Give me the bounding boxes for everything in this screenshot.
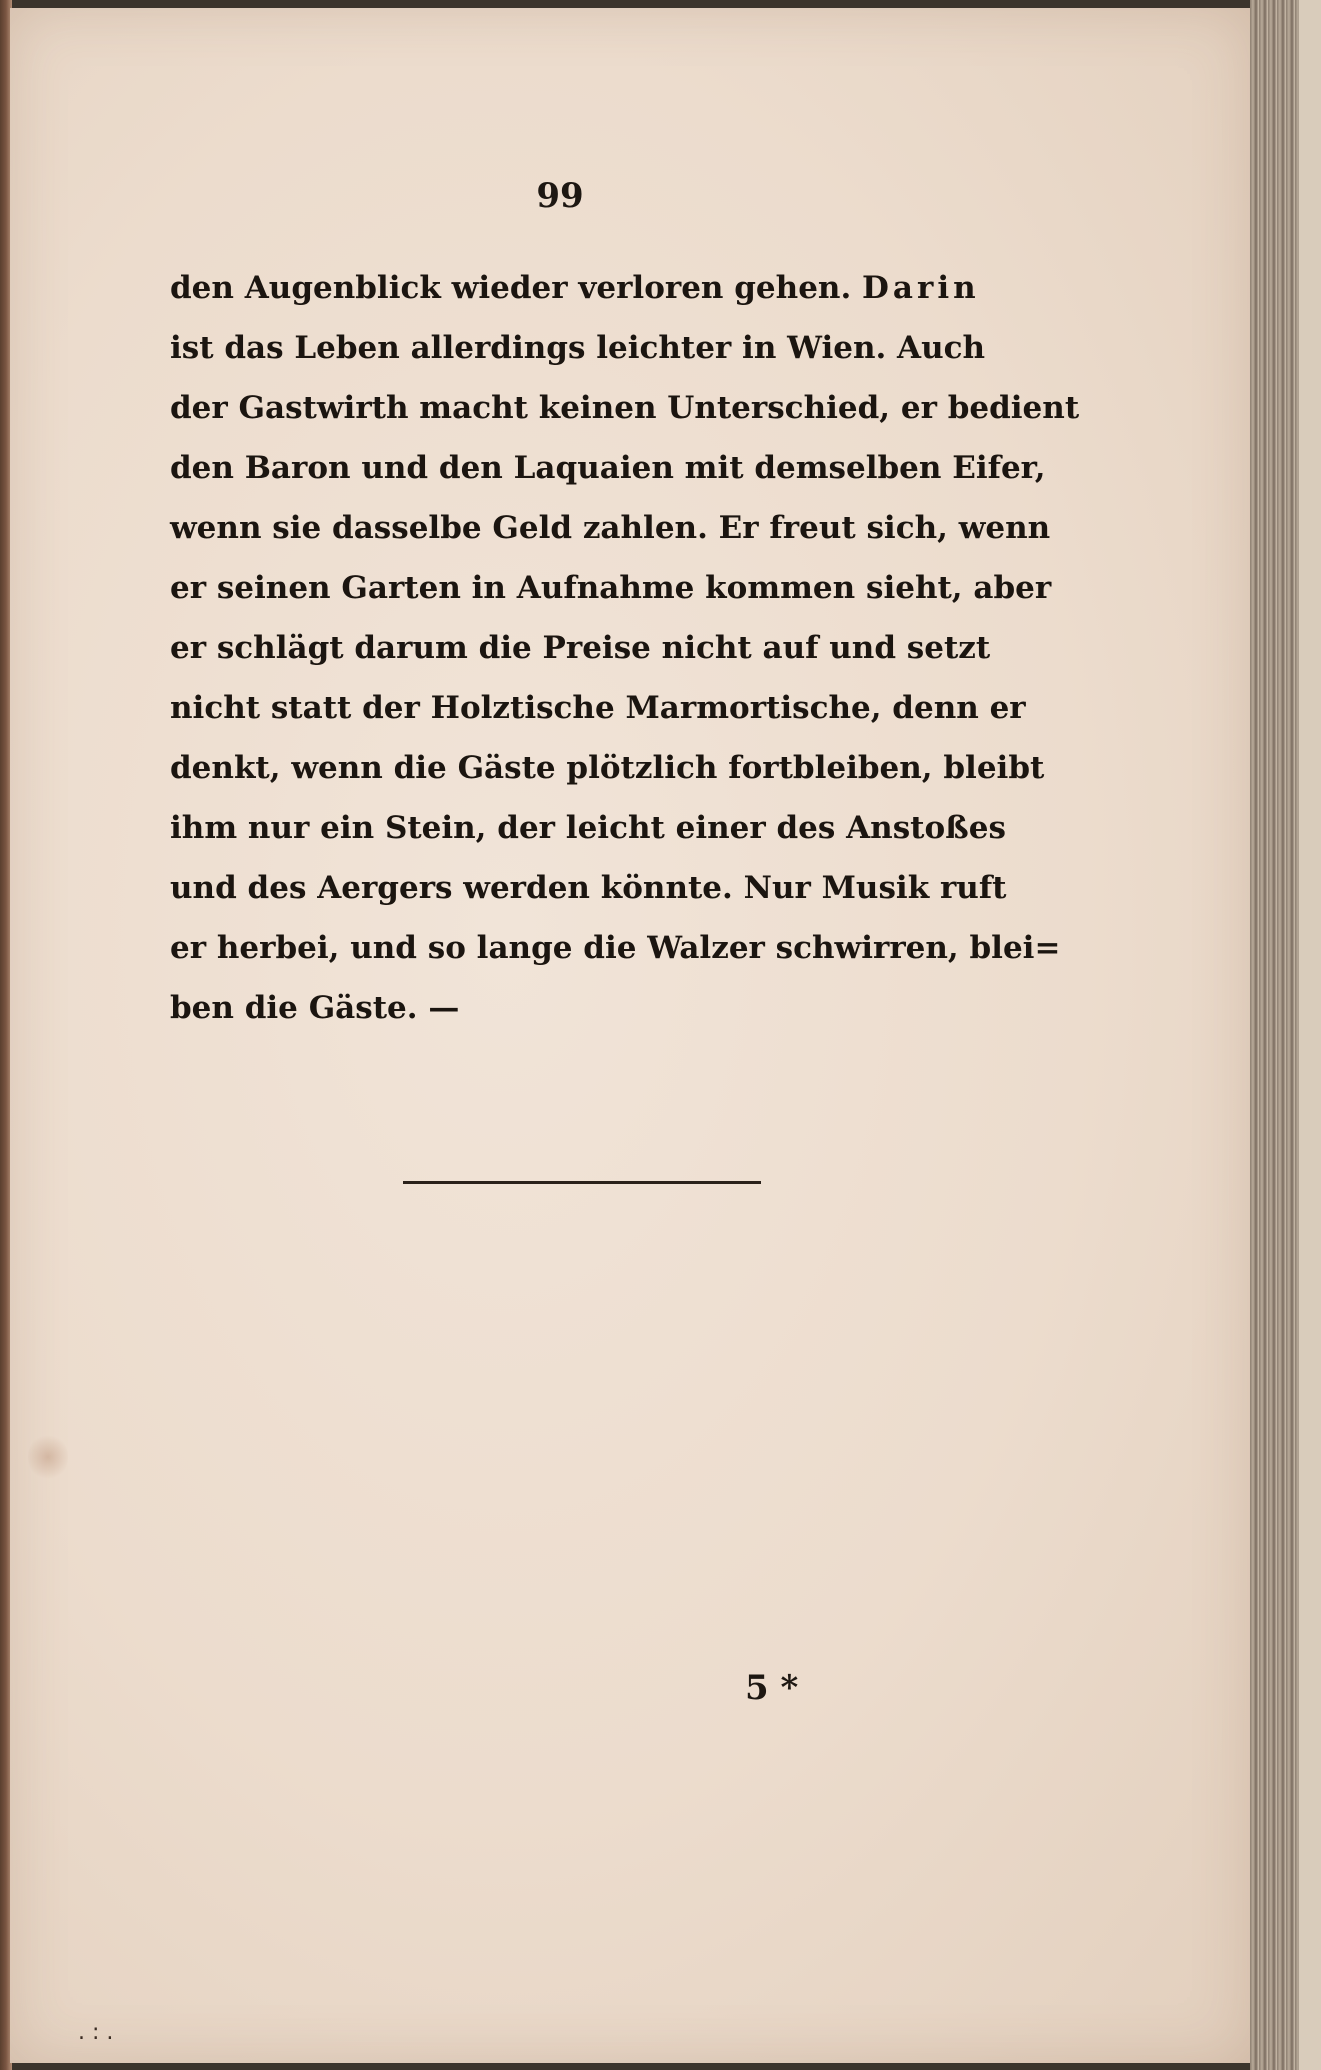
book-page [10,8,1250,2063]
printer-signature: 5 * [745,1668,799,1708]
bleed-through-text [180,983,1010,1045]
text-line: denkt, wenn die Gäste plötzlich fortbleiben, bleibt [170,750,1045,786]
text-line [170,258,980,318]
text-line: der Gastwirth macht keinen Unterschied, er bedient [170,390,1080,426]
text-line: er schlägt darum die Preise nicht auf und setzt [170,630,991,666]
spaced-word: Darin [862,270,980,306]
margin-marks: . : . [78,2020,114,2045]
text-line: er seinen Garten in Aufnahme kommen sieht, aber [170,570,1052,606]
bleed-through-line [180,983,1010,1045]
text-line-part: den Augenblick wieder verloren gehen. [170,270,852,306]
text-line: ist das Leben allerdings leichter in Wien. Auch [170,330,986,366]
text-line: den Baron und den Laquaien mit demselben Eifer, [170,450,1046,486]
paper-stain [28,1433,68,1481]
text-line: nicht statt der Holztische Marmortische, denn er [170,690,1026,726]
page-stack-edge [1250,0,1321,2070]
text-line: wenn sie dasselbe Geld zahlen. Er freut sich, wenn [170,510,1051,546]
body-text [170,258,1080,1038]
text-line: ben die Gäste. — [170,990,460,1026]
text-line: er herbei, und so lange die Walzer schwirren, blei= [170,930,1061,966]
section-rule [403,1181,761,1184]
text-line: und des Aergers werden könnte. Nur Musik ruft [170,870,1007,906]
text-line: ihm nur ein Stein, der leicht einer des Anstoßes [170,810,1006,846]
page-number: 99 [536,176,584,216]
